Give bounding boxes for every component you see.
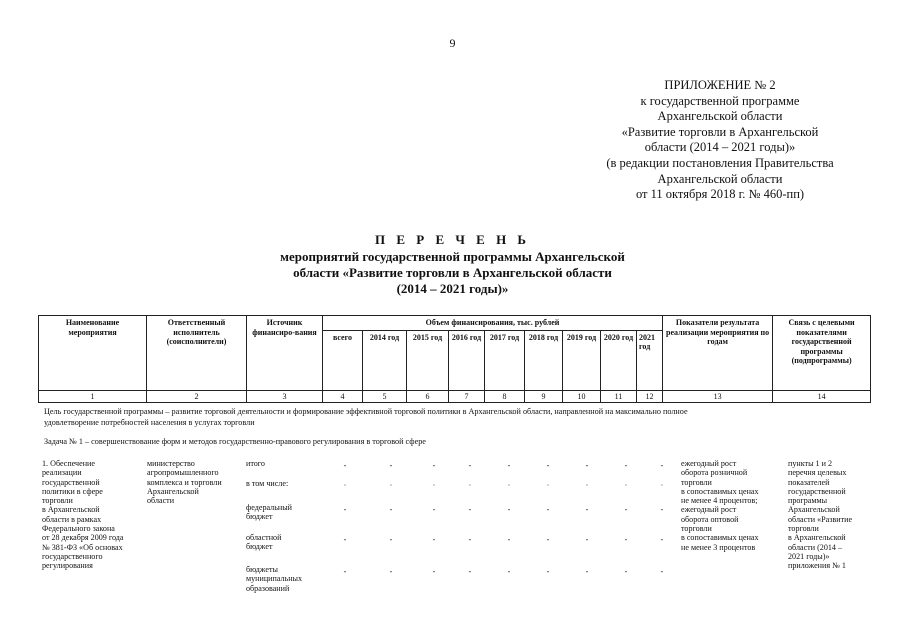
document-title: П Е Р Е Ч Е Н Ь [374, 232, 531, 247]
funding-value-dot: · [660, 481, 664, 490]
appendix-line: Архангельской области [657, 109, 783, 124]
appendix-line: от 11 октября 2018 г. № 460-пп) [635, 187, 805, 202]
funding-value-dot: · [507, 481, 511, 490]
funding-value-dash: - [389, 535, 393, 544]
document-subtitle [240, 249, 665, 297]
header-source: Источник финансиро-вания [247, 316, 323, 391]
header-indicators: Показатели результата реализации мероприятия по годам [663, 316, 773, 391]
column-number: 6 [407, 390, 449, 403]
funding-value-dash: - [585, 505, 589, 514]
funding-value-dot: · [432, 481, 436, 490]
appendix-line: к государственной программе [640, 93, 800, 108]
funding-value-dash: - [343, 567, 347, 576]
column-number: 8 [485, 390, 525, 403]
header-year: 2021 год [637, 330, 663, 390]
column-number: 9 [525, 390, 563, 403]
header-year: 2019 год [563, 330, 601, 390]
funding-value-dash: - [624, 567, 628, 576]
funding-value-dash: - [389, 505, 393, 514]
header-name: Наименование мероприятия [39, 316, 147, 391]
header-year: 2014 год [363, 330, 407, 390]
measures-table-header [38, 315, 871, 403]
appendix-line: области (2014 – 2021 годы)» [644, 140, 796, 155]
funding-value-dash: - [546, 461, 550, 470]
funding-value-dash: - [468, 505, 472, 514]
source-regional: областной бюджет [246, 533, 282, 552]
funding-value-dash: - [660, 567, 664, 576]
funding-value-dot: · [546, 481, 550, 490]
header-executor: Ответственный исполнитель (соисполнители) [147, 316, 247, 391]
funding-value-dot: · [585, 481, 589, 490]
header-year: 2017 год [485, 330, 525, 390]
measure-name: 1. Обеспечение реализации государственной политики в сфере торговли в Архангельской области в рамках Федерального закона от 28 декабря 2009 года № 381-ФЗ «Об основах государственного регулирования [42, 459, 124, 571]
column-number: 2 [147, 390, 247, 403]
source-total: итого [246, 459, 265, 468]
funding-value-dash: - [507, 505, 511, 514]
funding-value-dash: - [432, 461, 436, 470]
column-number: 5 [363, 390, 407, 403]
appendix-block [560, 78, 880, 203]
subtitle-line: мероприятий государственной программы Архангельской [280, 249, 625, 264]
funding-value-dash: - [507, 535, 511, 544]
header-link: Связь с целевыми показателями государственной программы (подпрограммы) [773, 316, 871, 391]
funding-value-dash: - [546, 535, 550, 544]
funding-value-dash: - [507, 461, 511, 470]
funding-value-dot: · [343, 481, 347, 490]
funding-value-dash: - [468, 461, 472, 470]
goal-text: Цель государственной программы – развитие торговой деятельности и формирование эффективной торговой политики в Архангельской области, направленной на максимально полное [44, 407, 688, 416]
funding-value-dash: - [660, 505, 664, 514]
subtitle-line: области «Развитие торговли в Архангельской области [293, 265, 612, 280]
funding-value-dash: - [585, 567, 589, 576]
appendix-line: Архангельской области [657, 171, 783, 186]
funding-value-dash: - [624, 505, 628, 514]
goal-text-continued: удовлетворение потребностей населения в услугах торговли [44, 418, 255, 427]
funding-value-dash: - [432, 535, 436, 544]
column-number: 13 [663, 390, 773, 403]
funding-value-dot: · [624, 481, 628, 490]
measure-link: пункты 1 и 2 перечня целевых показателей государственной программы Архангельской области «Развитие торговли в Архангельской области (2014 – 2021 годы)» приложения № 1 [788, 459, 853, 571]
column-number: 10 [563, 390, 601, 403]
task-text: Задача № 1 – совершенствование форм и методов государственно-правового регулирования в торговой сфере [44, 437, 426, 446]
funding-value-dash: - [546, 567, 550, 576]
header-year: 2018 год [525, 330, 563, 390]
funding-value-dash: - [585, 461, 589, 470]
appendix-line: (в редакции постановления Правительства [606, 155, 834, 170]
funding-value-dot: · [389, 481, 393, 490]
header-year: 2015 год [407, 330, 449, 390]
column-number: 11 [601, 390, 637, 403]
source-municipal: бюджеты муниципальных образований [246, 565, 303, 593]
column-number: 3 [247, 390, 323, 403]
measure-indicators: ежегодный рост оборота розничной торговли в сопоставимых ценах не менее 4 процентов; ежегодный рост оборота оптовой торговли в сопоставимых ценах не менее 3 процентов [681, 459, 759, 552]
funding-value-dash: - [343, 461, 347, 470]
funding-value-dash: - [468, 567, 472, 576]
column-number: 12 [637, 390, 663, 403]
source-federal: федеральный бюджет [246, 503, 292, 522]
funding-value-dash: - [389, 461, 393, 470]
funding-value-dash: - [624, 461, 628, 470]
funding-value-dash: - [389, 567, 393, 576]
funding-value-dash: - [507, 567, 511, 576]
funding-value-dash: - [343, 505, 347, 514]
column-number: 4 [323, 390, 363, 403]
page-number: 9 [449, 36, 456, 50]
header-year: 2016 год [449, 330, 485, 390]
header-funding: Объем финансирования, тыс. рублей [323, 316, 663, 331]
funding-value-dash: - [624, 535, 628, 544]
source-including: в том числе: [246, 479, 289, 488]
header-total: всего [323, 330, 363, 390]
funding-value-dash: - [343, 535, 347, 544]
funding-value-dash: - [660, 535, 664, 544]
funding-value-dash: - [546, 505, 550, 514]
measure-executor: министерство агропромышленного комплекса и торговли Архангельской области [147, 459, 222, 506]
column-number: 7 [449, 390, 485, 403]
header-year: 2020 год [601, 330, 637, 390]
appendix-line: ПРИЛОЖЕНИЕ № 2 [664, 78, 776, 92]
funding-value-dash: - [432, 567, 436, 576]
funding-value-dash: - [585, 535, 589, 544]
funding-value-dash: - [660, 461, 664, 470]
appendix-line: «Развитие торговли в Архангельской [621, 124, 819, 139]
column-number: 14 [773, 390, 871, 403]
funding-value-dash: - [432, 505, 436, 514]
funding-value-dot: · [468, 481, 472, 490]
column-number: 1 [39, 390, 147, 403]
funding-value-dash: - [468, 535, 472, 544]
subtitle-line: (2014 – 2021 годы)» [396, 281, 509, 296]
